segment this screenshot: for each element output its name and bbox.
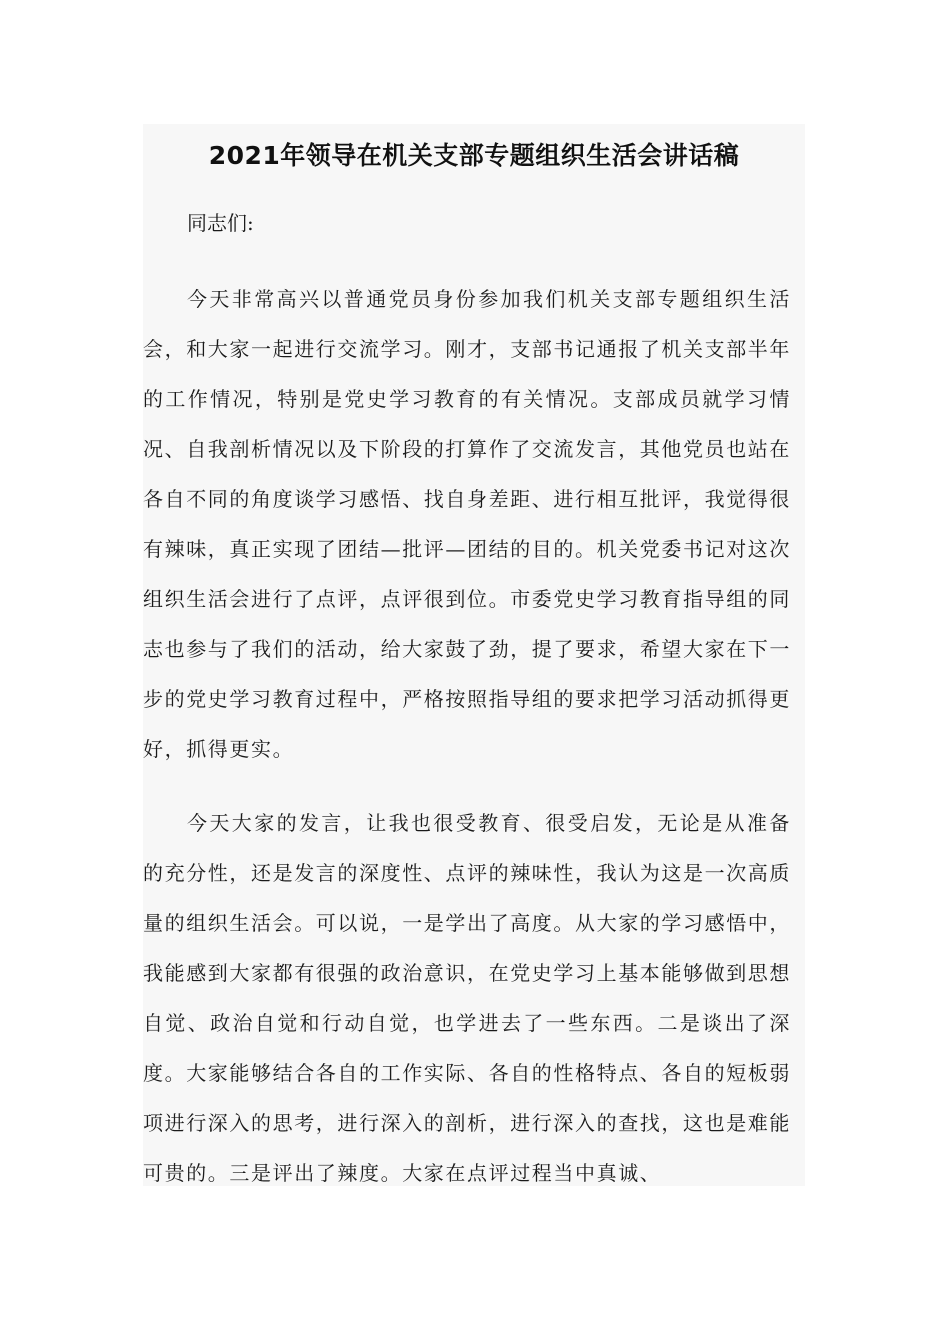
document-title: 2021年领导在机关支部专题组织生活会讲话稿 bbox=[208, 141, 740, 170]
document-page bbox=[143, 124, 805, 1186]
body-paragraph-1: 今天非常高兴以普通党员身份参加我们机关支部专题组织生活会，和大家一起进行交流学习。刚才，支部书记通报了机关支部半年的工作情况，特别是党史学习教育的有关情况。支部成员就学习情况、自我剖析情况以及下阶段的打算作了交流发言，其他党员也站在各自不同的角度谈学习感悟、找自身差距、进行相互批评，我觉得很有辣味，真正实现了团结—批评—团结的目的。机关党委书记对这次组织生活会进行了点评，点评很到位。市委党史学习教育指导组的同志也参与了我们的活动，给大家鼓了劲，提了要求，希望大家在下一步的党史学习教育过程中，严格按照指导组的要求把学习活动抓得更好，抓得更实。 bbox=[143, 287, 791, 761]
body-paragraph-2: 今天大家的发言，让我也很受教育、很受启发，无论是从准备的充分性，还是发言的深度性、点评的辣味性，我认为这是一次高质量的组织生活会。可以说，一是学出了高度。从大家的学习感悟中，我能感到大家都有很强的政治意识，在党史学习上基本能够做到思想自觉、政治自觉和行动自觉，也学进去了一些东西。二是谈出了深度。大家能够结合各自的工作实际、各自的性格特点、各自的短板弱项进行深入的思考，进行深入的剖析，进行深入的查找，这也是难能可贵的。三是评出了辣度。大家在点评过程当中真诚、 bbox=[143, 811, 791, 1185]
salutation: 同志们: bbox=[187, 211, 254, 235]
